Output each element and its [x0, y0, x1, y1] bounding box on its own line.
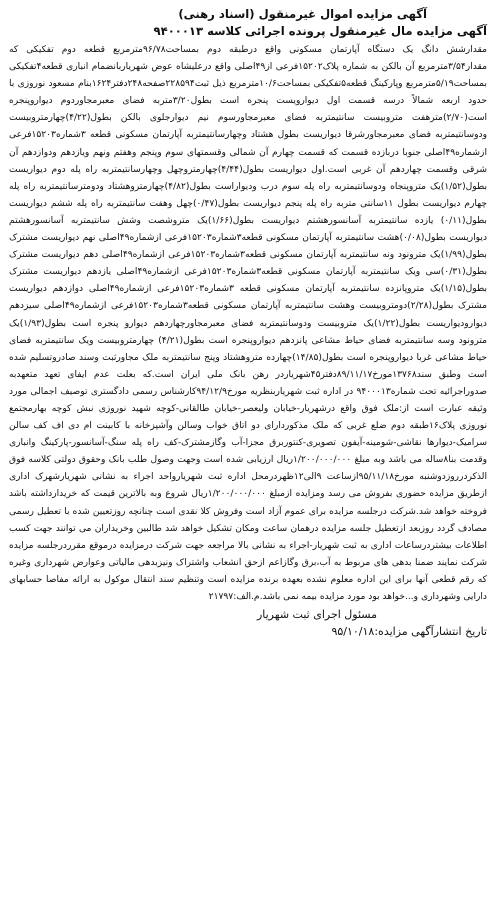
publication-date: تاریخ انتشارآگهی مزایده:۹۵/۱۰/۱۸: [331, 625, 487, 639]
notice-heading: آگهی مزایده اموال غیرمنقول (اسناد رهنی): [178, 7, 427, 21]
official-signature: مسئول اجرای ثبت شهریار: [256, 608, 377, 622]
notice-subheading: آگهی مزایده مال غیرمنقول پرونده اجرائی کلاسه ۹۴۰۰۰۱۳: [153, 24, 487, 38]
notice-body-text: مقدارشش دانگ یک دستگاه آپارتمان مسکونی واقع درطبقه دوم بمساحت۹۶/۷۸مترمربع قطعه دوم تفکیکی که مقدار۳/۵۴مترمربع آن بالکن به شماره پلاک۱۵۲۰۲فرعی از۴۹اصلی واقع درعلیشاه عوض شهریاربانضمام انباری قطعه۴تفکیکی بمساحت۵/۱۹مترمربع وپارکینگ قطعه۵تفکیکی بمساحت۱۰/۶مترمربع ذیل ثبت۲۲۸۵۹۴صفحه۲۴۸دفتر۱۶۲۴بنام مسعود نوروزی با حدود اربعه شمالاً درسه قسمت اول دیوارویست پنجره است بطول۳/۲۰متربه فضای معبرمجاوردوم دیواروپنجره است(۲/۷۰)مترهفت متروبیست سانتیمتربه فضای معبرمجاورسوم نیم دیوارجلوی بالکن بطول(۴/۲۲)چهارمتروبیست ودوسانتیمتربه فضای معبرمجاورشرقا دیواریست بطول هشتاد وچهارسانتیمتربه آپارتمان مسکونی قطعه ۳شماره۱۵۲۰۳فرعی ازشماره۴۹اصلی جنوبا دربازده قسمت که قسمت چهارم آن شمالی وقسمتهای سوم وپنجم وهفتم ونهم ویازدهم ودوازدهم آن شرقی وقسمت چهاردهم آن غربی است.اول دیواریست بطول(۴/۴۴)چهارمتروچهل وچهارسانتیمتربه راه پله دوم دیواریست بطول(۱/۵۲)یک متروپنجاه ودوسانتیمتربه راه پله سوم درب ودیواراست بطول(۴/۸۲)چهارمتروهشتاد ودومترسانتیمتربه راه پله چهارم دیواریست بطول ۱۱سانتی متربه راه پله پنجم دیواریست بطول(۰/۴۷)چهل وهفت سانتیمتربه راه پله ششم دیواریست بطول(۰/۱۱) یازده سانتیمتربه آسانسورهشتم دیواریست بطول(۱/۶۶)یک متروشصت وشش سانتیمتربه آسانسورهشتم دیواریست بطول(۰/۰۸)هشت سانتیمتربه آپارتمان مسکونی قطعه۳شماره۱۵۲۰۳فرعی ازشماره۴۹اصلی نهم دیواریست مشترک بطول(۱/۹۹)یک مترونود ونه سانتیمتربه آپارتمان مسکونی قطعه۳شماره۱۵۲۰۳فرعی ازشماره۴۹اصلی دهم دیواریست مشترک بطول(۰/۳۱)سی ویک سانتیمتربه آپارتمان مسکونی قطعه۳شماره۱۵۲۰۳فرعی ازشماره۴۹اصلی یازدهم دیواریست مشترک بطول(۱/۱۵)یک متروپانزده سانتیمتربه آپارتمان مسکونی قطعه ۳شماره۱۵۲۰۳فرعی ازشماره۴۹اصلی دوازدهم دیواریست مشترک بطول(۲/۲۸)دومتروبیست وهشت سانتیمتربه آپارتمان مسکونی قطعه۳شماره۱۵۲۰۳فرعی ازشماره۴۹اصلی سیزدهم دیوارودیواریست بطول(۱/۲۲)یک متروبیست ودوسانتیمتربه فضای معبرمجاورچهاردهم دیوارو پنجره است بطول(۱/۹۳)یک مترونود وسه سانتیمتربه فضای حیاط مشاعی پانزدهم دیواروپنجره است بطول(۴/۲۱) چهارمتروبیست ویک سانتیمتربه فضای حیاط مشاعی غربا دیواروپنجره است بطول(۱۴/۸۵)چهارده متروهشتاد وپنج سانتیمتربه ملک مجاورثبت وسند صادروتسلیم شده است وطبق سند۱۳۷۶۸مورخ۸۹/۱۱/۱۷دفتر۴۵شهریاردر رهن بانک ملی ایران است.که بعلت عدم ایفای تعهد متعهدبه صدوراجرائیه تحت شماره۹۴۰۰۰۱۳ در اداره ثبت شهریاربنظریه مورخ۹۴/۱۲/۹کارشناس رسمی دادگستری توصیف اجمالی مورد وثیقه عبارت است از:ملک فوق واقع درشهریار-خیابان ولیعصر-خیابان طالقانی-کوچه شهید نوروزی نبش کوچه بهارمجتمع نوروزی پلاک۱۶طبقه دوم ضلع غربی که ملک مذکوردارای دو اتاق خواب وسالن وآشپزخانه با کابینت ام دی اف کف سالن سرامیک-دیوارها نقاشی-شومینه-آیفون تصویری-کنتوربرق مجزا-آب وگازمشترک-کف راه پله سنگ-آسانسور-پارکینگ وانباری وقدمت بنا۸ساله می باشد وبه مبلغ ۱/۲۰۰/۰۰۰/۰۰۰ریال ارزیابی شده است وجهت وصول طلب بانک وحقوق دولتی کلاسه فوق الذکردرروزدوشنبه مورخ۹۵/۱۱/۱۸ازساعت ۹الی۱۲ظهردرمحل اداره ثبت شهریارواحد اجراء به نشانی شهریارشهرک اداری ازطریق مزایده حضوری بفروش می رسد ومزایده ازمبلغ ۱/۲۰۰/۰۰۰/۰۰۰ریال شروع وبه بالاترین قیمت که خریدارداشته باشد فروخته خواهد شد.شرکت درجلسه مزایده برای عموم آزاد است وفروش کلا نقدی است چنانچه روزتعیین شده با تعطیل رسمی مصادف گردد روزبعد ازتعطیل جلسه مزایده درهمان ساعت ومکان تشکیل خواهد شد طالبین وخریداران می توانند جهت کسب اطلاعات بیشتردرساعات اداری به ثبت شهریار-اجراء به نشانی بالا مراجعه جهت شرکت درمزایده درموقع مقرردرجلسه مزایده شرکت نمایند ضمنا بدهی های مربوط به آب،برق وگازاعم ازحق انشعاب واشتراک ونیزبدهی مالیاتی وعوارض شهرداری وغیره که رقم قطعی آنها برای این اداره معلوم نشده بعهده برنده مزایده است وتنظیم سند انتقال موکول به ارائه مفاصا حسابهای دارایی وشهرداری و...خواهد بود مورد مزایده بیمه نمی باشد.م.الف:۲۱۷۹۷: [9, 45, 488, 602]
